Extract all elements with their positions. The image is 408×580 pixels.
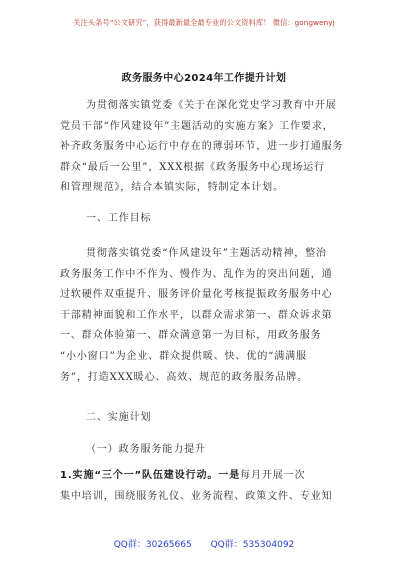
goals-line: 一、群众体验第一、群众满意第一为目标，用政务服务 <box>60 330 322 342</box>
intro-paragraph <box>60 96 356 199</box>
action-paragraph <box>60 466 356 507</box>
subsection-heading-capacity: （一）政务服务能力提升 <box>86 444 206 455</box>
action-lead: 1.实施“三个一”队伍建设行动。一是 <box>60 470 241 481</box>
section-heading-plan: 二、实施计划 <box>86 412 152 423</box>
qq-group-1: QQ群：30265665 <box>113 540 192 550</box>
top-promo-banner: 关注头条号“公文研究”，获得最新最全最专业的公文资料库！ 微信：gongwenyj <box>73 18 335 27</box>
footer-qq-banner <box>0 537 408 550</box>
document-title: 政务服务中心2024年工作提升计划 <box>121 73 287 84</box>
action-line: 集中培训，围绕服务礼仪、业务流程、政策文件、专业知 <box>60 490 333 502</box>
goals-line: 过软硬件双重提升、服务评价量化考核提振政务服务中心 <box>60 289 333 301</box>
intro-line: 补齐政务服务中心运行中存在的薄弱环节，进一步打通服务 <box>60 141 344 153</box>
goals-paragraph <box>60 244 356 388</box>
goals-line: “小小窗口”为企业、群众提供暖、快、优的“满满服 <box>60 350 307 362</box>
goals-line: 政务服务工作中不作为、慢作为、乱作为的突出问题，通 <box>60 268 333 280</box>
action-line <box>60 466 356 487</box>
qq-group-2: QQ群：535304092 <box>210 540 295 550</box>
intro-line: 党员干部“作风建设年”主题活动的实施方案》工作要求， <box>60 120 334 132</box>
action-line-rest: 每月开展一次 <box>240 470 306 481</box>
goals-line: 贯彻落实镇党委“作风建设年”主题活动精神，整治 <box>86 248 327 259</box>
section-heading-goals: 一、工作目标 <box>86 213 152 224</box>
intro-line: 群众“最后一公里”，XXX根据《政务服务中心现场运行 <box>60 161 325 173</box>
goals-line: 务”，打造XXX暖心、高效、规范的政务服务品牌。 <box>60 371 309 383</box>
goals-line: 干部精神面貌和工作水平，以群众需求第一、群众诉求第 <box>60 309 333 321</box>
intro-line: 为贯彻落实镇党委《关于在深化党史学习教育中开展 <box>86 100 337 111</box>
intro-line: 和管理规范》，结合本镇实际，特制定本计划。 <box>60 182 284 194</box>
